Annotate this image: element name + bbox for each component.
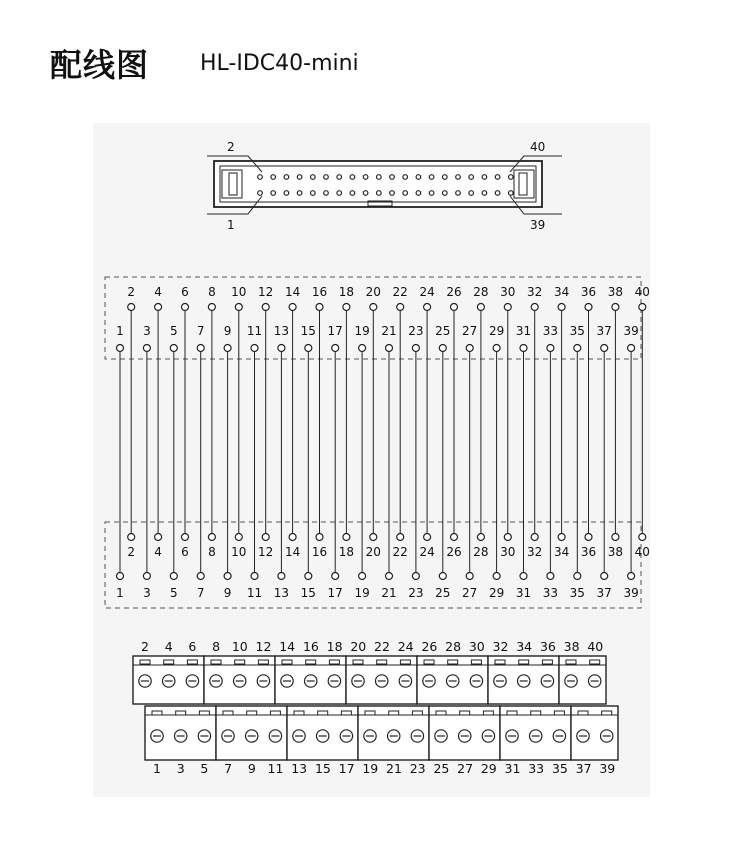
pin-label-odd-top: 11 bbox=[246, 324, 263, 338]
terminal-label-top: 4 bbox=[164, 639, 173, 654]
pin-label-odd-bottom: 17 bbox=[327, 586, 343, 600]
pin-label-even-top: 18 bbox=[338, 285, 355, 299]
pin-odd-bottom bbox=[332, 573, 339, 580]
terminal-bottom-clamp-tab bbox=[412, 711, 422, 715]
pin-even-bottom bbox=[316, 534, 323, 541]
pin-even-top bbox=[531, 304, 538, 311]
pin-even-top bbox=[235, 304, 242, 311]
terminal-bottom-clamp-tab bbox=[247, 711, 257, 715]
connector-outer-shell bbox=[214, 161, 542, 207]
terminal-label-bottom: 37 bbox=[575, 761, 592, 776]
pin-odd-bottom bbox=[520, 573, 527, 580]
pin-label-odd-top: 25 bbox=[435, 324, 451, 338]
terminal-label-top: 16 bbox=[302, 639, 319, 654]
pin-label-even-bottom: 10 bbox=[231, 545, 247, 559]
terminal-label-bottom: 5 bbox=[200, 761, 209, 776]
pin-odd-bottom bbox=[412, 573, 419, 580]
terminal-bottom-clamp-tab bbox=[436, 711, 446, 715]
pin-even-top bbox=[316, 304, 323, 311]
pin-odd-top bbox=[251, 345, 258, 352]
pin-label-odd-bottom: 9 bbox=[223, 586, 232, 600]
pin-even-top bbox=[612, 304, 619, 311]
pin-label-even-top: 2 bbox=[127, 285, 136, 299]
page-title: 配线图 bbox=[50, 46, 150, 84]
pin-odd-bottom bbox=[170, 573, 177, 580]
pin-label-odd-top: 35 bbox=[569, 324, 585, 338]
pin-odd-top bbox=[305, 345, 312, 352]
terminal-top-clamp-tab bbox=[258, 660, 268, 664]
terminal-label-top: 12 bbox=[255, 639, 272, 654]
pin-label-odd-bottom: 1 bbox=[116, 586, 124, 600]
terminal-label-bottom: 19 bbox=[362, 761, 379, 776]
pin-label-odd-bottom: 23 bbox=[408, 586, 424, 600]
pin-label-odd-top: 31 bbox=[515, 324, 532, 338]
pin-label-even-bottom: 28 bbox=[473, 545, 489, 559]
terminal-label-top: 24 bbox=[397, 639, 414, 654]
terminal-label-top: 32 bbox=[492, 639, 509, 654]
pin-label-odd-top: 9 bbox=[223, 324, 232, 338]
pin-even-top bbox=[289, 304, 296, 311]
terminal-label-bottom: 25 bbox=[433, 761, 450, 776]
terminal-label-top: 40 bbox=[587, 639, 604, 654]
pin-label-even-top: 34 bbox=[553, 285, 570, 299]
terminal-label-bottom: 15 bbox=[314, 761, 331, 776]
pin-label-odd-bottom: 29 bbox=[488, 586, 505, 600]
pin-even-top bbox=[424, 304, 431, 311]
terminal-label-bottom: 13 bbox=[291, 761, 308, 776]
pin-odd-bottom bbox=[439, 573, 446, 580]
terminal-label-bottom: 7 bbox=[224, 761, 233, 776]
pin-label-odd-top: 23 bbox=[408, 324, 424, 338]
pin-odd-top bbox=[197, 345, 204, 352]
pin-label-odd-top: 1 bbox=[116, 324, 124, 338]
pin-odd-bottom bbox=[278, 573, 285, 580]
pin-odd-bottom bbox=[305, 573, 312, 580]
pin-odd-top bbox=[332, 345, 339, 352]
pin-label-odd-top: 27 bbox=[462, 324, 478, 338]
pin-even-bottom bbox=[397, 534, 404, 541]
terminal-label-bottom: 1 bbox=[153, 761, 161, 776]
pin-label-odd-bottom: 15 bbox=[300, 586, 316, 600]
pin-odd-top bbox=[466, 345, 473, 352]
pin-label-even-top: 12 bbox=[258, 285, 274, 299]
pin-label-odd-bottom: 7 bbox=[196, 586, 205, 600]
terminal-label-top: 8 bbox=[212, 639, 221, 654]
terminal-label-top: 28 bbox=[445, 639, 462, 654]
terminal-bottom-clamp-tab bbox=[176, 711, 186, 715]
pin-label-even-bottom: 38 bbox=[607, 545, 624, 559]
pin-label-even-top: 10 bbox=[231, 285, 247, 299]
pin-label-odd-bottom: 37 bbox=[596, 586, 612, 600]
terminal-label-top: 2 bbox=[141, 639, 149, 654]
pin-odd-bottom bbox=[251, 573, 258, 580]
terminal-bottom-clamp-tab bbox=[531, 711, 541, 715]
terminal-label-bottom: 31 bbox=[504, 761, 521, 776]
model-name: HL-IDC40-mini bbox=[200, 51, 359, 76]
pin-even-top bbox=[182, 304, 189, 311]
terminal-bottom-clamp-tab bbox=[294, 711, 304, 715]
pin-label-even-top: 38 bbox=[607, 285, 624, 299]
pin-odd-top bbox=[143, 345, 150, 352]
pin-label-odd-top: 33 bbox=[542, 324, 559, 338]
pin-label-odd-top: 13 bbox=[273, 324, 290, 338]
pin-odd-top bbox=[278, 345, 285, 352]
terminal-top-clamp-tab bbox=[542, 660, 552, 664]
pin-even-top bbox=[208, 304, 215, 311]
pin-label-odd-top: 39 bbox=[623, 324, 639, 338]
pin-even-top bbox=[155, 304, 162, 311]
pin-label-even-top: 36 bbox=[580, 285, 597, 299]
pin-even-bottom bbox=[558, 534, 565, 541]
pin-map-items bbox=[116, 285, 650, 600]
terminal-top-clamp-tab bbox=[400, 660, 410, 664]
pin-odd-top bbox=[359, 345, 366, 352]
pin-label-even-top: 32 bbox=[527, 285, 543, 299]
pin-label-odd-top: 17 bbox=[327, 324, 343, 338]
terminal-bottom-clamp-tab bbox=[341, 711, 351, 715]
terminal-top-clamp-tab bbox=[140, 660, 150, 664]
terminal-block bbox=[133, 639, 618, 776]
terminal-label-bottom: 33 bbox=[528, 761, 545, 776]
pin-odd-bottom bbox=[197, 573, 204, 580]
pin-label-even-bottom: 22 bbox=[392, 545, 408, 559]
terminal-label-top: 36 bbox=[539, 639, 556, 654]
pin-label-even-bottom: 34 bbox=[553, 545, 570, 559]
pin-even-top bbox=[397, 304, 404, 311]
terminal-bottom-clamp-tab bbox=[507, 711, 517, 715]
pin-label-odd-top: 19 bbox=[354, 324, 370, 338]
terminal-label-top: 6 bbox=[188, 639, 197, 654]
pin-odd-bottom bbox=[466, 573, 473, 580]
terminal-top-clamp-tab bbox=[590, 660, 600, 664]
terminal-bottom-clamp-tab bbox=[318, 711, 328, 715]
terminal-bottom-clamp-tab bbox=[152, 711, 162, 715]
terminal-label-bottom: 3 bbox=[176, 761, 185, 776]
pin-label-even-bottom: 8 bbox=[208, 545, 216, 559]
terminal-label-top: 10 bbox=[231, 639, 248, 654]
pin-label-odd-bottom: 35 bbox=[569, 586, 585, 600]
pin-even-top bbox=[343, 304, 350, 311]
pin-odd-bottom bbox=[386, 573, 393, 580]
pin-label-even-top: 28 bbox=[473, 285, 489, 299]
terminal-top-clamp-tab bbox=[164, 660, 174, 664]
terminal-top-clamp-tab bbox=[377, 660, 387, 664]
pin-even-top bbox=[585, 304, 592, 311]
pin-label-even-bottom: 2 bbox=[127, 545, 136, 559]
pin-odd-top bbox=[628, 345, 635, 352]
connector-label-39: 39 bbox=[530, 218, 546, 232]
connector-label-1: 1 bbox=[227, 218, 235, 232]
pin-label-odd-top: 15 bbox=[300, 324, 316, 338]
terminal-bottom-clamp-tab bbox=[199, 711, 209, 715]
connector-right-latch bbox=[514, 170, 534, 198]
pin-label-even-bottom: 40 bbox=[634, 545, 650, 559]
pin-label-odd-bottom: 3 bbox=[143, 586, 151, 600]
pin-label-even-top: 14 bbox=[284, 285, 301, 299]
pin-label-odd-bottom: 39 bbox=[623, 586, 639, 600]
pin-label-even-top: 26 bbox=[446, 285, 462, 299]
terminal-label-top: 22 bbox=[374, 639, 390, 654]
terminal-label-bottom: 35 bbox=[551, 761, 568, 776]
terminal-top-clamp-tab bbox=[495, 660, 505, 664]
pin-even-bottom bbox=[182, 534, 189, 541]
pin-odd-top bbox=[224, 345, 231, 352]
pin-label-odd-top: 21 bbox=[381, 324, 397, 338]
pin-label-odd-bottom: 21 bbox=[381, 586, 397, 600]
pin-label-even-top: 22 bbox=[392, 285, 408, 299]
pin-even-top bbox=[128, 304, 135, 311]
pin-label-even-bottom: 12 bbox=[258, 545, 274, 559]
pin-label-even-bottom: 26 bbox=[446, 545, 462, 559]
pin-label-even-bottom: 18 bbox=[338, 545, 355, 559]
connector-left-latch bbox=[222, 170, 242, 198]
pin-label-even-top: 20 bbox=[365, 285, 381, 299]
terminal-label-bottom: 29 bbox=[480, 761, 497, 776]
pin-even-bottom bbox=[370, 534, 377, 541]
terminal-bottom-clamp-tab bbox=[460, 711, 470, 715]
pin-even-top bbox=[504, 304, 511, 311]
pin-label-even-bottom: 14 bbox=[284, 545, 301, 559]
connector-label-2: 2 bbox=[227, 140, 235, 154]
pin-label-even-bottom: 6 bbox=[181, 545, 189, 559]
pin-odd-bottom bbox=[224, 573, 231, 580]
pin-odd-top bbox=[117, 345, 124, 352]
pin-even-bottom bbox=[262, 534, 269, 541]
terminal-label-top: 26 bbox=[421, 639, 438, 654]
pin-even-bottom bbox=[289, 534, 296, 541]
pin-even-top bbox=[639, 304, 646, 311]
pin-even-bottom bbox=[531, 534, 538, 541]
pin-odd-bottom bbox=[359, 573, 366, 580]
pin-odd-top bbox=[412, 345, 419, 352]
pin-odd-top bbox=[601, 345, 608, 352]
terminal-bottom-clamp-tab bbox=[223, 711, 233, 715]
terminal-top-clamp-tab bbox=[519, 660, 529, 664]
terminal-top-clamp-tab bbox=[306, 660, 316, 664]
pin-even-top bbox=[558, 304, 565, 311]
terminal-top-clamp-tab bbox=[424, 660, 434, 664]
pin-label-even-top: 4 bbox=[154, 285, 162, 299]
pin-even-top bbox=[262, 304, 269, 311]
pin-even-bottom bbox=[208, 534, 215, 541]
terminal-label-bottom: 23 bbox=[409, 761, 426, 776]
pin-label-even-top: 16 bbox=[311, 285, 328, 299]
terminal-bottom-clamp-tab bbox=[483, 711, 493, 715]
terminal-label-bottom: 27 bbox=[457, 761, 474, 776]
pin-even-bottom bbox=[343, 534, 350, 541]
pin-label-even-bottom: 4 bbox=[154, 545, 162, 559]
pin-label-odd-top: 37 bbox=[596, 324, 612, 338]
pin-odd-top bbox=[574, 345, 581, 352]
pin-label-even-bottom: 30 bbox=[500, 545, 516, 559]
pin-odd-bottom bbox=[117, 573, 124, 580]
pin-label-even-bottom: 32 bbox=[527, 545, 543, 559]
terminal-bottom-clamp-tab bbox=[389, 711, 399, 715]
pin-label-odd-bottom: 25 bbox=[435, 586, 451, 600]
pin-label-odd-bottom: 19 bbox=[354, 586, 370, 600]
pin-even-bottom bbox=[612, 534, 619, 541]
terminal-label-bottom: 9 bbox=[247, 761, 256, 776]
pin-label-odd-bottom: 5 bbox=[169, 586, 178, 600]
pin-odd-top bbox=[439, 345, 446, 352]
pin-label-even-bottom: 36 bbox=[580, 545, 597, 559]
pin-even-bottom bbox=[424, 534, 431, 541]
pin-label-even-bottom: 24 bbox=[419, 545, 435, 559]
pin-even-bottom bbox=[585, 534, 592, 541]
terminal-bottom-clamp-tab bbox=[578, 711, 588, 715]
terminal-top-clamp-tab bbox=[471, 660, 481, 664]
pin-even-top bbox=[451, 304, 458, 311]
terminal-top-clamp-tab bbox=[566, 660, 576, 664]
pin-odd-top bbox=[170, 345, 177, 352]
pin-even-bottom bbox=[639, 534, 646, 541]
pin-label-even-top: 8 bbox=[208, 285, 216, 299]
pin-label-even-top: 6 bbox=[181, 285, 189, 299]
terminal-top-clamp-tab bbox=[448, 660, 458, 664]
terminal-bottom-clamp-tab bbox=[602, 711, 612, 715]
terminal-label-top: 18 bbox=[326, 639, 343, 654]
pin-label-odd-bottom: 31 bbox=[515, 586, 532, 600]
pin-odd-bottom bbox=[601, 573, 608, 580]
pin-label-odd-top: 29 bbox=[488, 324, 505, 338]
terminal-top-clamp-tab bbox=[235, 660, 245, 664]
connector-label-40: 40 bbox=[530, 140, 546, 154]
pin-odd-top bbox=[547, 345, 554, 352]
terminal-label-top: 14 bbox=[279, 639, 296, 654]
pin-odd-bottom bbox=[547, 573, 554, 580]
pin-even-bottom bbox=[155, 534, 162, 541]
pin-odd-top bbox=[386, 345, 393, 352]
pin-label-odd-top: 5 bbox=[169, 324, 178, 338]
pin-label-odd-bottom: 11 bbox=[246, 586, 263, 600]
pin-label-even-bottom: 20 bbox=[365, 545, 381, 559]
terminal-top-clamp-tab bbox=[353, 660, 363, 664]
pin-even-bottom bbox=[451, 534, 458, 541]
terminal-bottom-clamp-tab bbox=[365, 711, 375, 715]
pin-odd-top bbox=[520, 345, 527, 352]
pin-label-odd-top: 7 bbox=[196, 324, 205, 338]
terminal-label-top: 34 bbox=[516, 639, 533, 654]
pin-even-bottom bbox=[235, 534, 242, 541]
pin-label-even-top: 30 bbox=[500, 285, 516, 299]
pin-odd-bottom bbox=[574, 573, 581, 580]
terminal-label-top: 30 bbox=[468, 639, 485, 654]
pin-even-top bbox=[477, 304, 484, 311]
terminal-label-top: 20 bbox=[350, 639, 367, 654]
pin-label-odd-bottom: 13 bbox=[273, 586, 290, 600]
terminal-top-clamp-tab bbox=[329, 660, 339, 664]
terminal-top-clamp-tab bbox=[211, 660, 221, 664]
idc-connector bbox=[207, 156, 562, 214]
terminal-top-clamp-tab bbox=[282, 660, 292, 664]
pin-odd-bottom bbox=[493, 573, 500, 580]
pin-odd-bottom bbox=[143, 573, 150, 580]
terminal-top-clamp-tab bbox=[187, 660, 197, 664]
terminal-label-top: 38 bbox=[563, 639, 580, 654]
pin-label-odd-bottom: 27 bbox=[462, 586, 478, 600]
pin-label-odd-bottom: 33 bbox=[542, 586, 559, 600]
pin-even-top bbox=[370, 304, 377, 311]
pin-even-bottom bbox=[128, 534, 135, 541]
terminal-label-bottom: 39 bbox=[599, 761, 616, 776]
pin-odd-bottom bbox=[628, 573, 635, 580]
pin-label-odd-top: 3 bbox=[143, 324, 151, 338]
pin-label-even-top: 40 bbox=[634, 285, 650, 299]
terminal-label-bottom: 21 bbox=[386, 761, 402, 776]
terminal-label-bottom: 17 bbox=[338, 761, 355, 776]
pin-even-bottom bbox=[477, 534, 484, 541]
pin-label-even-top: 24 bbox=[419, 285, 435, 299]
pin-even-bottom bbox=[504, 534, 511, 541]
terminal-bottom-clamp-tab bbox=[554, 711, 564, 715]
pin-mapping bbox=[105, 277, 650, 608]
terminal-bottom-clamp-tab bbox=[270, 711, 280, 715]
pin-odd-top bbox=[493, 345, 500, 352]
pin-label-even-bottom: 16 bbox=[311, 545, 328, 559]
terminal-label-bottom: 11 bbox=[267, 761, 284, 776]
